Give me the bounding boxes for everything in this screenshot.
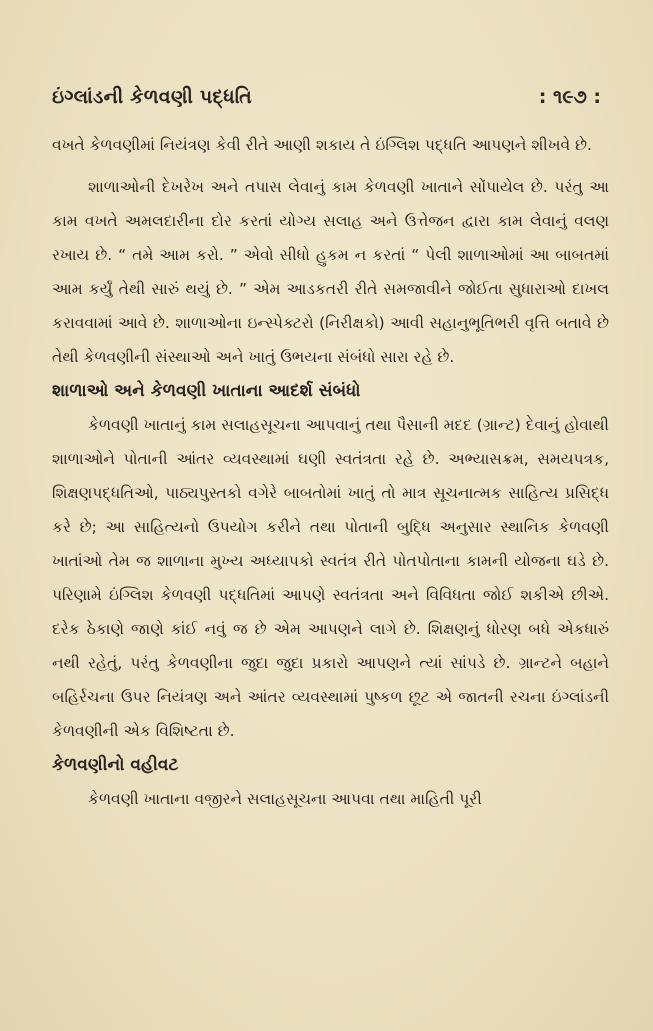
paragraph-school-inspection: શાળાઓની દેખરેખ અને તપાસ લેવાનું કામ કેળવણી ખાતાને સોંપાયેલ છે. પરંતુ આ કામ વખતે અમલદારીના દોર કરતાં યોગ્ય સલાહ અને ઉત્તેજન દ્વારા કામ લેવાનું વલણ રખાય છે. “ તમે આમ કરો. ” એવો સીધો હુકમ ન કરતાં “ પેલી શાળાઓમાં આ બાબતમાં આમ કર્યું તેથી સારું થયું છે. ” એમ આડકતરી રીતે સમજાવીને જોઈતા સુધારાઓ દાખલ કરાવવામાં આવે છે. શાળાઓના ઇન્સ્પેક્ટરો (નિરીક્ષકો) આવી સહાનુભૂતિભરી વૃત્તિ બતાવે છે તેથી કેળવણીની સંસ્થાઓ અને ખાતું ઉભયના સંબંધો સારા રહે છે. — [52, 178, 609, 366]
section-heading-ideal-relations: શાળાઓ અને કેળવણી ખાતાના આદર્શ સંબંધો — [52, 381, 361, 401]
paragraph-ideal-relations: કેળવણી ખાતાનું કામ સલાહસૂચના આપવાનું તથા પૈસાની મદદ (ગ્રાન્ટ) દેવાનું હોવાથી શાળાઓને પોતાની આંતર વ્યવસ્થામાં ઘણી સ્વતંત્રતા રહે છે. અભ્યાસક્રમ, સમયપત્રક, શિક્ષણપદ્ધતિઓ, પાઠ્યપુસ્તકો વગેરે બાબતોમાં ખાતું તો માત્ર સૂચનાત્મક સાહિત્ય પ્રસિદ્ધ કરે છે; આ સાહિત્યનો ઉપયોગ કરીને તથા પોતાની બુદ્ધિ અનુસાર સ્થાનિક કેળવણી ખાતાંઓ તેમ જ શાળાના મુખ્ય અધ્યાપકો સ્વતંત્ર રીતે પોતપોતાના કામની યોજના ઘડે છે. પરિણામે ઇંગ્લિશ કેળવણી પદ્ધતિમાં આપણે સ્વતંત્રતા અને વિવિધતા જોઈ શકીએ છીએ. દરેક ઠેકાણે જાણે કાંઈ નવું જ છે એમ આપણને લાગે છે. શિક્ષણનું ધોરણ બધે એકધારું નથી રહેતું, પરંતુ કેળવણીના જુદા જુદા પ્રકારો આપણને ત્યાં સાંપડે છે. ગ્રાન્ટને બહાને બહિર્રચના ઉપર નિયંત્રણ અને આંતર વ્યવસ્થામાં પુષ્કળ છૂટ એ જાતની રચના ઇંગ્લાંડની કેળવણીની એક વિશિષ્ટતા છે. — [52, 416, 609, 740]
running-title: ઇંગ્લાંડની કેળવણી પદ્ધતિ — [52, 86, 252, 108]
section-heading-administration: કેળવણીનો વહીવટ — [52, 755, 179, 775]
page-header — [52, 86, 601, 122]
paragraph-continuation: વખતે કેળવણીમાં નિયંત્રણ કેવી રીતે આણી શકાય તે ઇંગ્લિશ પદ્ધતિ આપણને શીખવે છે. — [52, 136, 592, 154]
page-body — [52, 128, 609, 816]
paragraph-administration: કેળવણી ખાતાના વજીરને સલાહસૂચના આપવા તથા માહિતી પૂરી — [88, 790, 482, 808]
page-number: : ૧૯૭ : — [538, 86, 601, 108]
